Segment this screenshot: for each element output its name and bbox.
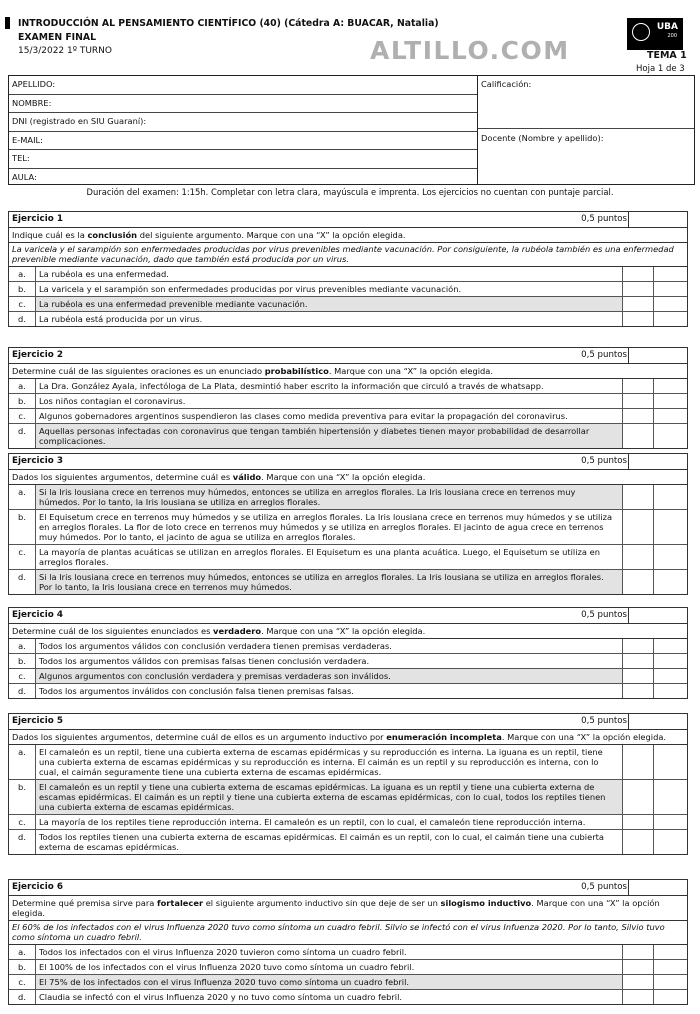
logo-sub: 200 [667, 33, 677, 39]
option-letter: b. [9, 780, 36, 814]
exercise-1 [8, 211, 688, 327]
option-letter: b. [9, 282, 36, 296]
option-text: Todos los argumentos válidos con premisas falsas tienen conclusión verdadera. [36, 654, 623, 668]
answer-box[interactable] [623, 780, 654, 814]
instruction-text: Dados los siguientes argumentos, determine cuál es [12, 472, 233, 482]
option-text: La rubéola es una enfermedad prevenible mediante vacunación. [36, 297, 623, 311]
answer-box[interactable] [623, 394, 654, 408]
header-bar [5, 17, 10, 29]
option-letter: a. [9, 945, 36, 959]
exam-type: EXAMEN FINAL [18, 32, 97, 43]
exercise-header [9, 348, 687, 364]
answer-box[interactable] [623, 282, 654, 296]
answer-box[interactable] [654, 975, 687, 989]
option-letter: c. [9, 545, 36, 569]
option-row[interactable] [9, 780, 687, 815]
exercise-header [9, 454, 687, 470]
exercise-header [9, 880, 687, 896]
exercise-argument: El 60% de los infectados con el virus Influenza 2020 tuvo como síntoma un cuadro febril. Silvio se infectó con el virus Infuenza 2020. Por lo tanto, Silvio tuvo como síntoma un cuadro febril. [9, 921, 687, 945]
score-box [628, 608, 687, 623]
option-letter: c. [9, 669, 36, 683]
instruction-keyword: fortalecer [156, 898, 204, 908]
option-text: Algunos gobernadores argentinos suspendieron las clases como medida preventiva para evitar la propagación del coronavirus. [36, 409, 623, 423]
option-row[interactable] [9, 639, 687, 654]
answer-box[interactable] [654, 990, 687, 1004]
answer-box[interactable] [654, 312, 687, 326]
option-row[interactable] [9, 394, 687, 409]
answer-box[interactable] [654, 409, 687, 423]
option-text: Todos los infectados con el virus Influenza 2020 tuvieron como síntoma un cuadro febril. [36, 945, 623, 959]
answer-box[interactable] [623, 424, 654, 448]
field-aula[interactable]: AULA: [12, 171, 37, 182]
option-text: La Dra. González Ayala, infectóloga de La Plata, desmintió haber escrito la información que circuló a través de whatsapp. [36, 379, 623, 393]
exercise-instruction [9, 730, 687, 745]
exercise-title: Ejercicio 2 [12, 350, 64, 360]
exercise-4 [8, 607, 688, 699]
option-row[interactable] [9, 545, 687, 570]
answer-box[interactable] [654, 945, 687, 959]
instruction-text: Indique cuál es la [12, 230, 88, 240]
exercise-points: 0,5 puntos [581, 214, 627, 224]
exercise-instruction [9, 896, 687, 921]
grading-box [478, 76, 694, 184]
answer-box[interactable] [654, 379, 687, 393]
option-text: Algunos argumentos con conclusión verdadera y premisas verdaderas son inválidos. [36, 669, 623, 683]
student-info-box [8, 75, 695, 185]
emblem-icon [632, 23, 650, 41]
answer-box[interactable] [623, 975, 654, 989]
calificacion-label: Calificación: [481, 79, 532, 89]
field-dni[interactable]: DNI (registrado en SIU Guaraní): [9, 113, 477, 132]
option-letter: a. [9, 267, 36, 281]
exercise-points: 0,5 puntos [581, 610, 627, 620]
tema-label: TEMA 1 [647, 50, 687, 61]
option-text: Aquellas personas infectadas con coronavirus que tengan también hipertensión y diabetes tienen mayor probabilidad de desarrollar complicaciones. [36, 424, 623, 448]
option-letter: a. [9, 379, 36, 393]
option-text: Todos los argumentos inválidos con conclusión falsa tienen premisas falsas. [36, 684, 623, 698]
instruction-text: Determine cuál de los siguientes enunciados es [12, 626, 214, 636]
answer-box[interactable] [623, 684, 654, 698]
option-row[interactable] [9, 960, 687, 975]
option-text: La mayoría de plantas acuáticas se utilizan en arreglos florales. El Equisetum es una planta acuática. Luego, el Equisetum se utiliza en arreglos florales. [36, 545, 623, 569]
answer-box[interactable] [654, 654, 687, 668]
exam-date: 15/3/2022 1º TURNO [18, 46, 112, 56]
option-letter: c. [9, 297, 36, 311]
exercise-instruction [9, 364, 687, 379]
option-text: La varicela y el sarampión son enfermedades producidas por virus prevenibles mediante vacunación. [36, 282, 623, 296]
option-row[interactable] [9, 570, 687, 594]
option-text: Todos los argumentos válidos con conclusión verdadera tienen premisas verdaderas. [36, 639, 623, 653]
option-text: El 75% de los infectados con el virus Influenza 2020 tuvo como síntoma un cuadro febril. [36, 975, 623, 989]
answer-box[interactable] [654, 639, 687, 653]
option-letter: a. [9, 639, 36, 653]
answer-box[interactable] [623, 815, 654, 829]
exercise-points: 0,5 puntos [581, 350, 627, 360]
option-text: El 100% de los infectados con el virus Influenza 2020 tuvo como síntoma un cuadro febril. [36, 960, 623, 974]
option-row[interactable] [9, 312, 687, 326]
exercise-title: Ejercicio 5 [12, 716, 64, 726]
exercise-title: Ejercicio 3 [12, 456, 64, 466]
logo-text: UBA [656, 22, 678, 32]
answer-box[interactable] [654, 545, 687, 569]
answer-box[interactable] [623, 485, 654, 509]
option-text: Si la Iris lousiana crece en terrenos muy húmedos, entonces se utiliza en arreglos florales. La Iris lousiana crece en terrenos muy húmedos. Por lo tanto, la Iris lousiana se utiliza en arreglos florales. [36, 485, 623, 509]
option-row[interactable] [9, 945, 687, 960]
option-text: Todos los reptiles tienen una cubierta externa de escamas epidérmicas. El caimán es un reptil, con lo cual, el caimán tiene una cubierta externa de escamas epidérmicas. [36, 830, 623, 854]
answer-box[interactable] [654, 485, 687, 509]
exercise-argument: La varicela y el sarampión son enfermedades producidas por virus prevenibles mediante vacunación. Por consiguiente, la rubéola también es una enfermedad prevenible mediante vacunación, dado que también está producida por un virus. [9, 243, 687, 267]
answer-box[interactable] [654, 510, 687, 544]
answer-box[interactable] [623, 654, 654, 668]
instruction-text: Determine cuál de las siguientes oraciones es un enunciado [12, 366, 265, 376]
exercise-title: Ejercicio 1 [12, 214, 64, 224]
option-row[interactable] [9, 815, 687, 830]
instruction-text: del siguiente argumento. Marque con una “X” la opción elegida. [137, 230, 406, 240]
option-letter: b. [9, 960, 36, 974]
answer-box[interactable] [623, 570, 654, 594]
exercise-header [9, 212, 687, 228]
answer-box[interactable] [623, 312, 654, 326]
option-text: El camaleón es un reptil, tiene una cubierta externa de escamas epidérmicas y su reproducción es interna. La iguana es un reptil, tiene una cubierta externa de escamas epidérmicas y su reproducción es interna. El caimán es un reptil y su reproducción es interna, con lo cual, el caimán seguramente tiene una cubierta externa de escamas epidérmicas. [36, 745, 623, 779]
option-letter: b. [9, 654, 36, 668]
answer-box[interactable] [623, 379, 654, 393]
answer-box[interactable] [654, 424, 687, 448]
answer-box[interactable] [623, 639, 654, 653]
answer-box[interactable] [623, 960, 654, 974]
exercise-title: Ejercicio 4 [12, 610, 64, 620]
option-text: La mayoría de los reptiles tiene reproducción interna. El camaleón es un reptil, con lo cual, el camaleón tiene reproducción interna. [36, 815, 623, 829]
instruction-keyword: probabilístico [264, 366, 329, 376]
option-row[interactable] [9, 830, 687, 854]
option-letter: d. [9, 684, 36, 698]
exercise-points: 0,5 puntos [581, 716, 627, 726]
answer-box[interactable] [623, 745, 654, 779]
option-letter: a. [9, 485, 36, 509]
instruction-text: Dados los siguientes argumentos, determine cuál de ellos es un argumento inductivo por [12, 732, 387, 742]
exam-header [5, 14, 695, 74]
option-letter: c. [9, 409, 36, 423]
answer-box[interactable] [623, 669, 654, 683]
instruction-text: Determine qué premisa sirve para [12, 898, 157, 908]
answer-box[interactable] [654, 570, 687, 594]
exercise-title: Ejercicio 6 [12, 882, 64, 892]
score-box [628, 454, 687, 469]
option-text: El camaleón es un reptil y tiene una cubierta externa de escamas epidérmicas. La iguana es un reptil y tiene una cubierta externa de escamas epidérmicas. El caimán es un reptil y tiene una cubierta externa de escamas epidérmicas, con lo cual, todos los reptiles tienen una cubierta externa de escamas epidérmicas. [36, 780, 623, 814]
instruction-text: . Marque con una “X” la opción elegida. [501, 732, 667, 742]
option-text: La rubéola está producida por un virus. [36, 312, 623, 326]
field-tel[interactable]: TEL: [9, 150, 477, 169]
option-letter: c. [9, 975, 36, 989]
exercise-2 [8, 347, 688, 449]
exercise-6 [8, 879, 688, 1005]
option-letter: c. [9, 815, 36, 829]
option-row[interactable] [9, 745, 687, 780]
exercise-points: 0,5 puntos [581, 882, 627, 892]
answer-box[interactable] [623, 830, 654, 854]
score-box [628, 880, 687, 895]
answer-box[interactable] [654, 684, 687, 698]
option-row[interactable] [9, 379, 687, 394]
option-letter: d. [9, 570, 36, 594]
answer-box[interactable] [654, 267, 687, 281]
watermark: ALTILLO.COM [370, 36, 570, 65]
option-letter: d. [9, 312, 36, 326]
option-letter: a. [9, 745, 36, 779]
answer-box[interactable] [654, 297, 687, 311]
exercise-instruction [9, 228, 687, 243]
option-letter: d. [9, 830, 36, 854]
answer-box[interactable] [654, 830, 687, 854]
score-box [628, 714, 687, 729]
option-row[interactable] [9, 510, 687, 545]
instruction-text: . Marque con una “X” la opción elegida. [12, 898, 660, 918]
student-fields [9, 76, 478, 184]
option-row[interactable] [9, 485, 687, 510]
option-row[interactable] [9, 297, 687, 312]
option-text: Los niños contagian el coronavirus. [36, 394, 623, 408]
field-nombre[interactable]: NOMBRE: [9, 95, 477, 114]
option-row[interactable] [9, 684, 687, 698]
option-row[interactable] [9, 282, 687, 297]
field-email[interactable]: E-MAIL: [9, 132, 477, 151]
score-box [628, 212, 687, 227]
instruction-text: el siguiente argumento inductivo sin que deje de ser un [203, 898, 441, 908]
answer-box[interactable] [654, 282, 687, 296]
duration-note: Duración del examen: 1:15h. Completar con letra clara, mayúscula e imprenta. Los ejercicios no cuentan con puntaje parcial. [86, 187, 614, 197]
option-row[interactable] [9, 424, 687, 448]
answer-box[interactable] [623, 990, 654, 1004]
answer-box[interactable] [623, 267, 654, 281]
option-row[interactable] [9, 669, 687, 684]
instruction-keyword: válido [232, 472, 262, 482]
score-box [628, 348, 687, 363]
option-row[interactable] [9, 409, 687, 424]
answer-box[interactable] [654, 669, 687, 683]
answer-box[interactable] [623, 409, 654, 423]
answer-box[interactable] [623, 545, 654, 569]
answer-box[interactable] [623, 945, 654, 959]
instruction-text: . Marque con una “X” la opción elegida. [261, 626, 426, 636]
answer-box[interactable] [654, 815, 687, 829]
instruction-keyword: conclusión [87, 230, 138, 240]
option-text: Claudia se infectó con el virus Influenza 2020 y no tuvo como síntoma un cuadro febril. [36, 990, 623, 1004]
instruction-keyword: silogismo inductivo [440, 898, 532, 908]
docente-label: Docente (Nombre y apellido): [481, 133, 604, 143]
course-title: INTRODUCCIÓN AL PENSAMIENTO CIENTÍFICO (40) (Cátedra A: BUACAR, Natalia) [18, 18, 439, 29]
answer-box[interactable] [654, 745, 687, 779]
option-letter: d. [9, 424, 36, 448]
answer-box[interactable] [654, 780, 687, 814]
option-row[interactable] [9, 975, 687, 990]
instruction-text: . Marque con una “X” la opción elegida. [261, 472, 426, 482]
option-row[interactable] [9, 990, 687, 1004]
instruction-keyword: verdadero [213, 626, 262, 636]
option-letter: d. [9, 990, 36, 1004]
exercise-5 [8, 713, 688, 855]
instruction-keyword: enumeración incompleta [386, 732, 502, 742]
answer-box[interactable] [654, 394, 687, 408]
field-apellido[interactable]: APELLIDO: [9, 76, 477, 95]
answer-box[interactable] [623, 297, 654, 311]
exercise-points: 0,5 puntos [581, 456, 627, 466]
exercise-3 [8, 453, 688, 595]
exercise-instruction [9, 624, 687, 639]
option-letter: b. [9, 510, 36, 544]
option-letter: b. [9, 394, 36, 408]
answer-box[interactable] [654, 960, 687, 974]
answer-box[interactable] [623, 510, 654, 544]
exercise-header [9, 608, 687, 624]
option-row[interactable] [9, 267, 687, 282]
uba-logo [627, 18, 683, 50]
option-row[interactable] [9, 654, 687, 669]
option-text: La rubéola es una enfermedad. [36, 267, 623, 281]
option-text: El Equisetum crece en terrenos muy húmedos y se utiliza en arreglos florales. La Iris lousiana crece en terrenos muy húmedos y se utiliza en arreglos florales. La flor de loto crece en terrenos muy húmedos y se utiliza en arreglos florales. El jacinto de agua crece en terrenos muy húmedos. Por lo tanto, el jacinto de agua se utiliza en arreglos florales. [36, 510, 623, 544]
exercise-header [9, 714, 687, 730]
option-text: Si la Iris lousiana crece en terrenos muy húmedos, entonces se utiliza en arreglos florales. La Iris lousiana se utiliza en arreglos florales. Por lo tanto, la Iris lousiana crece en terrenos muy húmedos. [36, 570, 623, 594]
exercise-instruction [9, 470, 687, 485]
page-counter: Hoja 1 de 3 [636, 64, 685, 74]
instruction-text: . Marque con una “X” la opción elegida. [328, 366, 494, 376]
grading-divider [478, 128, 694, 129]
